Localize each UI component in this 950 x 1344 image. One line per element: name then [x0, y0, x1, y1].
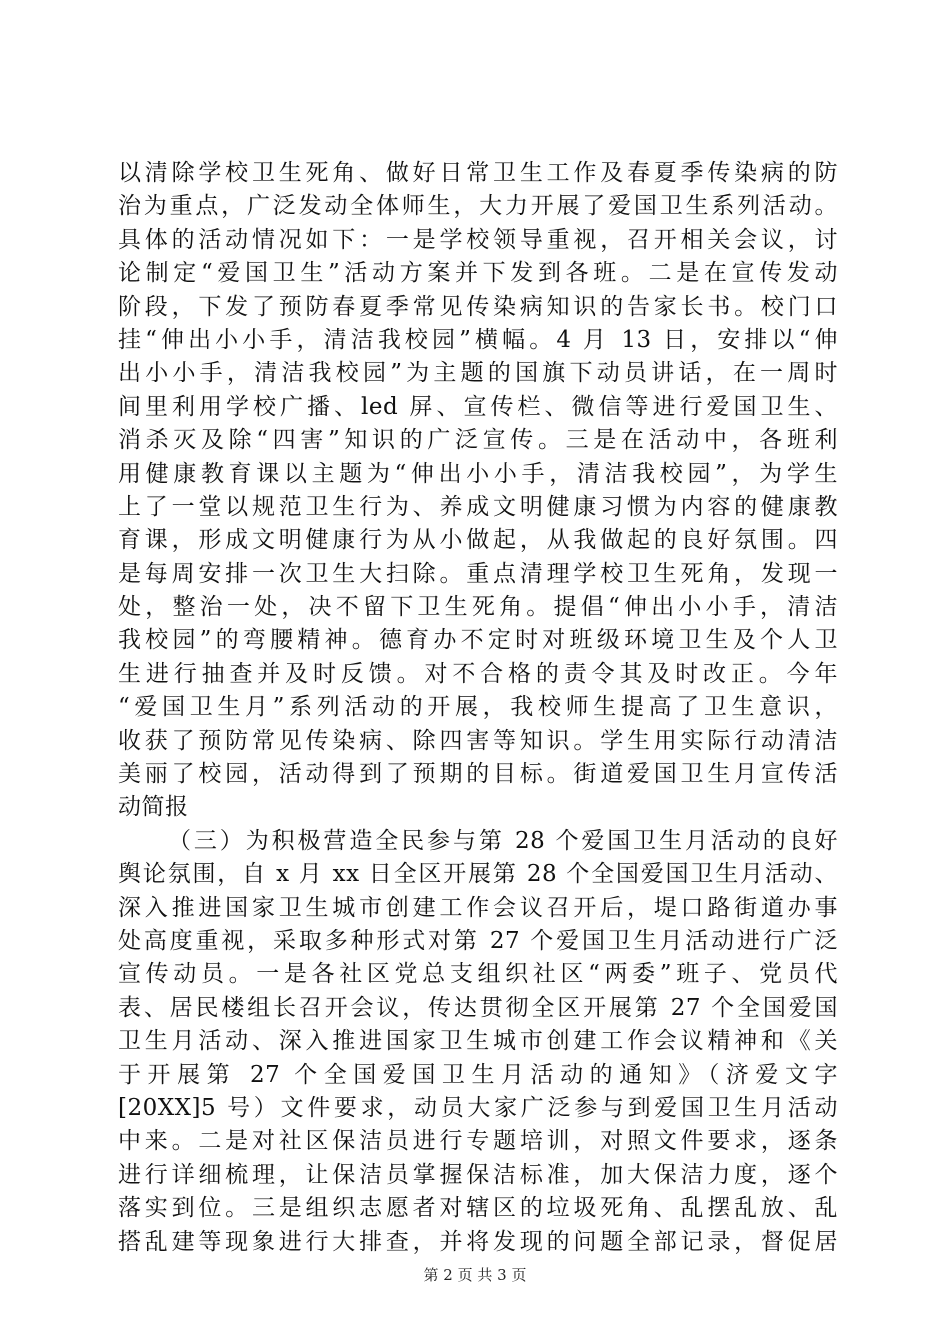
paragraph: [118, 825, 838, 1259]
text-line: 处，整治一处，决不留下卫生死角。提倡“伸出小小手，清洁: [118, 594, 838, 621]
text-line: 论制定“爱国卫生”活动方案并下发到各班。二是在宣传发动: [118, 260, 838, 287]
text-line: 深入推进国家卫生城市创建工作会议召开后，堤口路街道办事: [118, 894, 838, 921]
text-line: 以清除学校卫生死角、做好日常卫生工作及春夏季传染病的防: [118, 160, 838, 186]
text-line: 用健康教育课以主题为“伸出小小手，清洁我校园”，为学生: [118, 460, 838, 487]
text-line: 是每周安排一次卫生大扫除。重点清理学校卫生死角，发现一: [118, 560, 838, 587]
document-body: [118, 157, 838, 1259]
text-line: 卫生月活动、深入推进国家卫生城市创建工作会议精神和《关: [118, 1028, 838, 1055]
text-line: 生进行抽查并及时反馈。对不合格的责令其及时改正。今年: [118, 660, 838, 687]
text-line: 消杀灭及除“四害”知识的广泛宣传。三是在活动中，各班利: [118, 427, 838, 454]
text-line: “爱国卫生月”系列活动的开展，我校师生提高了卫生意识，: [118, 694, 838, 721]
text-line: 搭乱建等现象进行大排查，并将发现的问题全部记录，督促居: [118, 1228, 838, 1255]
text-line: 宣传动员。一是各社区党总支组织社区“两委”班子、党员代: [118, 961, 838, 988]
text-line: 于开展第 27 个全国爱国卫生月活动的通知》（济爱文字: [118, 1061, 838, 1088]
text-line: 间里利用学校广播、led 屏、宣传栏、微信等进行爱国卫生、: [118, 393, 838, 420]
text-line: 育课，形成文明健康行为从小做起，从我做起的良好氛围。四: [118, 527, 838, 554]
text-line: 动简报: [118, 794, 189, 821]
text-line: 具体的活动情况如下：一是学校领导重视，召开相关会议，讨: [118, 226, 838, 253]
text-line: 表、居民楼组长召开会议，传达贯彻全区开展第 27 个全国爱国: [118, 994, 838, 1021]
text-line: 挂“伸出小小手，清洁我校园”横幅。4 月 13 日，安排以“伸: [118, 326, 838, 353]
text-line: （三）为积极营造全民参与第 28 个爱国卫生月活动的良好: [168, 827, 838, 854]
text-line: 中来。二是对社区保洁员进行专题培训，对照文件要求，逐条: [118, 1128, 838, 1155]
text-line: 阶段，下发了预防春夏季常见传染病知识的告家长书。校门口: [118, 293, 838, 320]
text-line: 落实到位。三是组织志愿者对辖区的垃圾死角、乱摆乱放、乱: [118, 1195, 838, 1222]
page-footer: 第 2 页 共 3 页: [423, 1266, 527, 1284]
text-line: 上了一堂以规范卫生行为、养成文明健康习惯为内容的健康教: [118, 493, 838, 520]
text-line: 出小小手，清洁我校园”为主题的国旗下动员讲话，在一周时: [118, 360, 838, 387]
text-line: 治为重点，广泛发动全体师生，大力开展了爱国卫生系列活动。: [118, 193, 838, 220]
text-line: 我校园”的弯腰精神。德育办不定时对班级环境卫生及个人卫: [118, 627, 838, 654]
text-line: 美丽了校园，活动得到了预期的目标。街道爱国卫生月宣传活: [118, 761, 838, 788]
text-line: 处高度重视，采取多种形式对第 27 个爱国卫生月活动进行广泛: [118, 927, 838, 954]
text-line: 舆论氛围，自 x 月 xx 日全区开展第 28 个全国爱国卫生月活动、: [118, 861, 838, 888]
paragraph: [118, 157, 838, 825]
text-line: 收获了预防常见传染病、除四害等知识。学生用实际行动清洁: [118, 727, 838, 754]
text-line: [20XX]5 号）文件要求，动员大家广泛参与到爱国卫生月活动: [118, 1094, 838, 1121]
text-line: 进行详细梳理，让保洁员掌握保洁标准，加大保洁力度，逐个: [118, 1161, 838, 1188]
